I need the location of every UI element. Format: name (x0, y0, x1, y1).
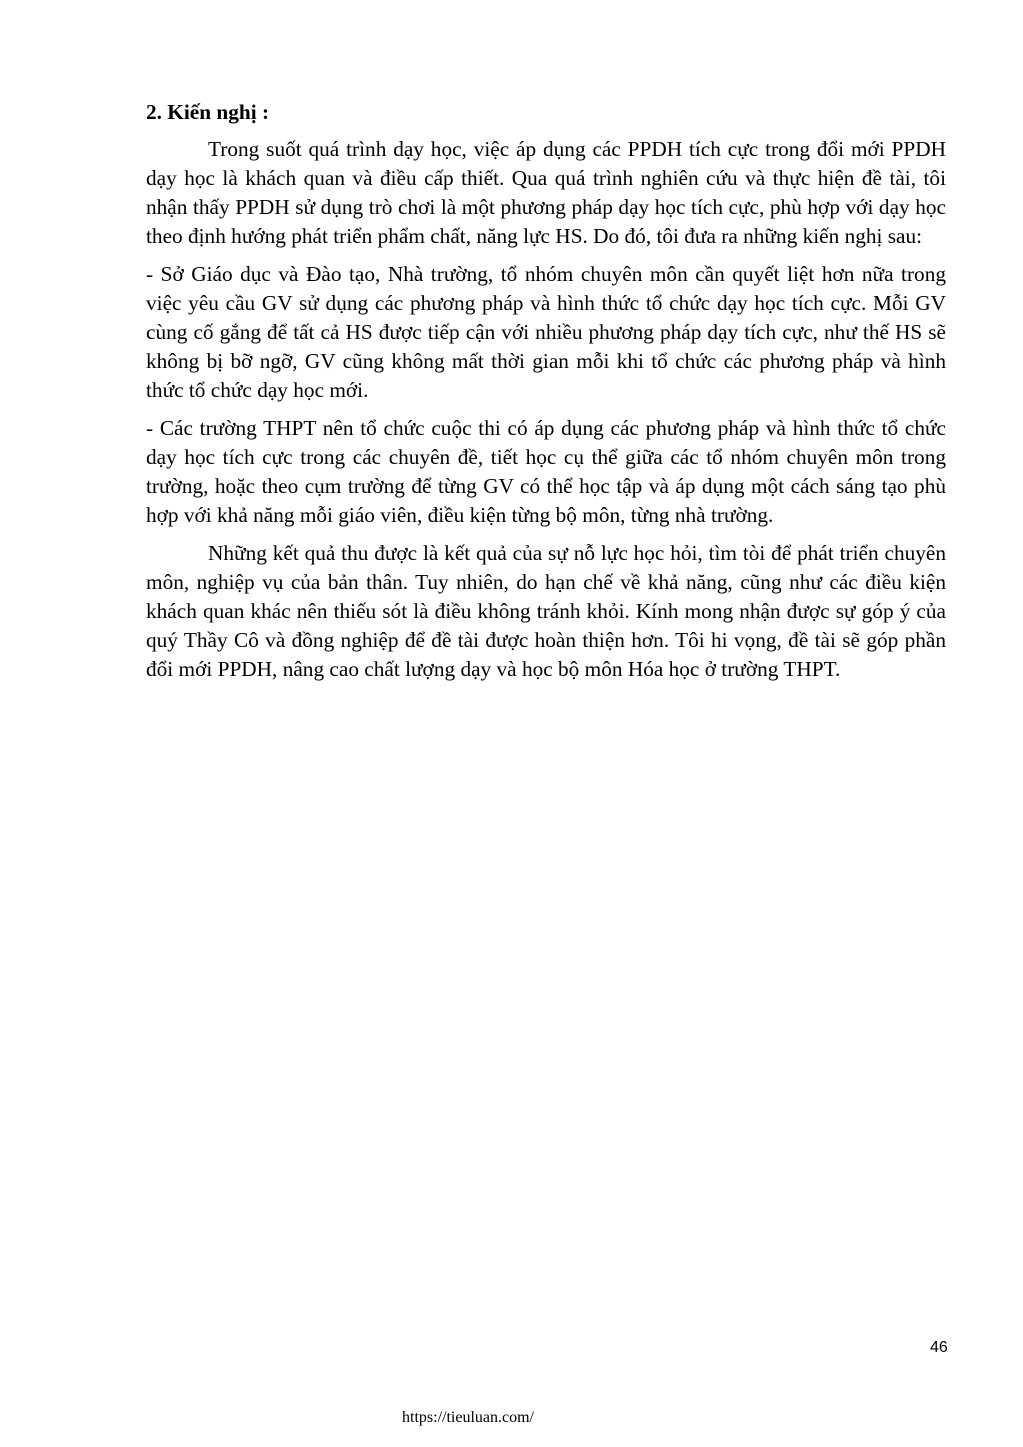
footer-url: https://tieuluan.com/ (402, 1409, 534, 1426)
section-heading: 2. Kiến nghị : (146, 100, 270, 124)
paragraph-conclusion: Những kết quả thu được là kết quả của sự nỗ lực học hỏi, tìm tòi để phát triển chuyên môn, nghiệp vụ của bản thân. Tuy nhiên, do hạn chế về khả năng, cũng như các điều kiện khách quan khác nên thiếu sót là điều không tránh khỏi. Kính mong nhận được sự góp ý của quý Thầy Cô và đồng nghiệp để đề tài được hoàn thiện hơn. Tôi hi vọng, đề tài sẽ góp phần đổi mới PPDH, nâng cao chất lượng dạy và học bộ môn Hóa học ở trường THPT. (146, 541, 946, 681)
page-number: 46 (930, 1339, 948, 1356)
paragraph-intro: Trong suốt quá trình dạy học, việc áp dụng các PPDH tích cực trong đổi mới PPDH dạy học là khách quan và điều cấp thiết. Qua quá trình nghiên cứu và thực hiện đề tài, tôi nhận thấy PPDH sử dụng trò chơi là một phương pháp dạy học tích cực, phù hợp với dạy học theo định hướng phát triển phẩm chất, năng lực HS. Do đó, tôi đưa ra những kiến nghị sau: (146, 137, 946, 248)
page-content (146, 98, 946, 684)
recommendation-item: - Các trường THPT nên tổ chức cuộc thi có áp dụng các phương pháp và hình thức tổ chức dạy học tích cực trong các chuyên đề, tiết học cụ thể giữa các tổ nhóm chuyên môn trong trường, hoặc theo cụm trường để từng GV có thể học tập và áp dụng một cách sáng tạo phù hợp với khả năng mỗi giáo viên, điều kiện từng bộ môn, từng nhà trường. (146, 416, 946, 527)
recommendation-item: - Sở Giáo dục và Đào tạo, Nhà trường, tổ nhóm chuyên môn cần quyết liệt hơn nữa trong việc yêu cầu GV sử dụng các phương pháp và hình thức tổ chức dạy học tích cực. Mỗi GV cùng cố gắng để tất cả HS được tiếp cận với nhiều phương pháp dạy tích cực, như thế HS sẽ không bị bỡ ngỡ, GV cũng không mất thời gian mỗi khi tổ chức các phương pháp và hình thức tổ chức dạy học mới. (146, 262, 946, 402)
